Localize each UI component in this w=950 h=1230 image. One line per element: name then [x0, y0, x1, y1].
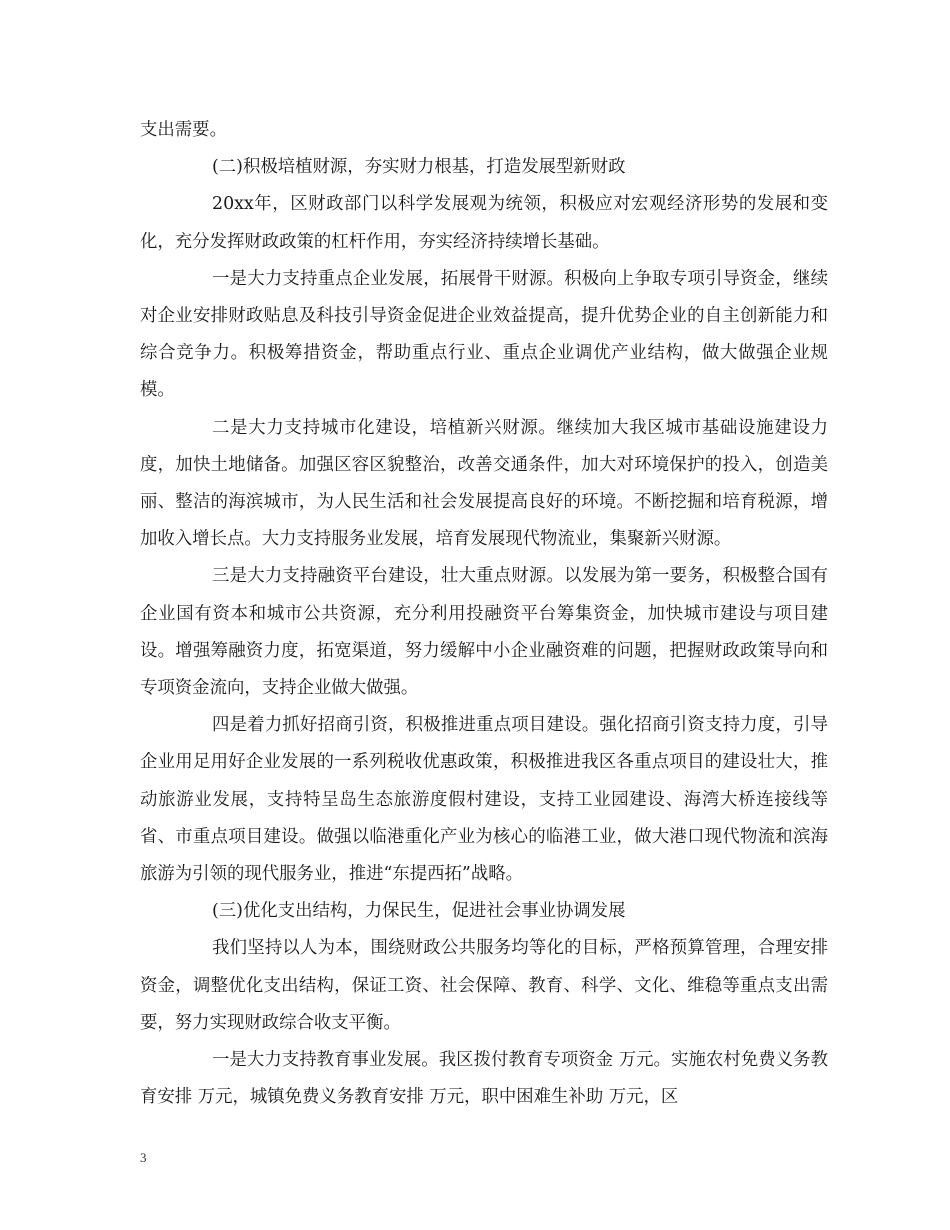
paragraph-item-2: 二是大力支持城市化建设，培植新兴财源。继续加大我区城市基础设施建设力度，加快土地储备。加强区容区貌整治，改善交通条件，加大对环境保护的投入，创造美丽、整洁的海滨城市，为人民生活和社会发展提高良好的环境。不断挖掘和培育税源，增加收入增长点。大力支持服务业发展，培育发展现代物流业，集聚新兴财源。 [140, 417, 828, 550]
paragraph-item-1: 一是大力支持重点企业发展，拓展骨干财源。积极向上争取专项引导资金，继续对企业安排财政贴息及科技引导资金促进企业效益提高，提升优势企业的自主创新能力和综合竞争力。积极筹措资金，帮助重点行业、重点企业调优产业结构，做大做强企业规模。 [140, 268, 828, 401]
paragraph-education: 一是大力支持教育事业发展。我区拨付教育专项资金 万元。实施农村免费义务教育安排 万元，城镇免费义务教育安排 万元，职中困难生补助 万元，区 [140, 1050, 828, 1108]
page-number: 3 [140, 1150, 147, 1165]
section-heading-2: (二)积极培植财源，夯实财力根基，打造发展型新财政 [212, 157, 626, 178]
paragraph-intro: 20xx年，区财政部门以科学发展观为统领，积极应对宏观经济形势的发展和变化，充分发挥财政政策的杠杆作用，夯实经济持续增长基础。 [140, 194, 828, 252]
paragraph-summary: 我们坚持以人为本，围绕财政公共服务均等化的目标，严格预算管理，合理安排资金，调整优化支出结构，保证工资、社会保障、教育、科学、文化、维稳等重点支出需要，努力实现财政综合收支平衡。 [140, 938, 828, 1033]
paragraph-item-4: 四是着力抓好招商引资，积极推进重点项目建设。强化招商引资支持力度，引导企业用足用好企业发展的一系列税收优惠政策，积极推进我区各重点项目的建设壮大，推动旅游业发展，支持特呈岛生态旅游度假村建设，支持工业园建设、海湾大桥连接线等省、市重点项目建设。做强以临港重化产业为核心的临港工业，做大港口现代物流和滨海旅游为引领的现代服务业，推进“东提西拓”战略。 [140, 715, 828, 885]
section-heading-3: (三)优化支出结构，力保民生，促进社会事业协调发展 [212, 901, 626, 922]
paragraph-continuation: 支出需要。 [140, 120, 227, 140]
document-body [140, 112, 828, 1116]
paragraph-item-3: 三是大力支持融资平台建设，壮大重点财源。以发展为第一要务，积极整合国有企业国有资本和城市公共资源，充分利用投融资平台筹集资金，加快城市建设与项目建设。增强筹融资力度，拓宽渠道，努力缓解中小企业融资难的问题，把握财政政策导向和专项资金流向，支持企业做大做强。 [140, 566, 828, 699]
